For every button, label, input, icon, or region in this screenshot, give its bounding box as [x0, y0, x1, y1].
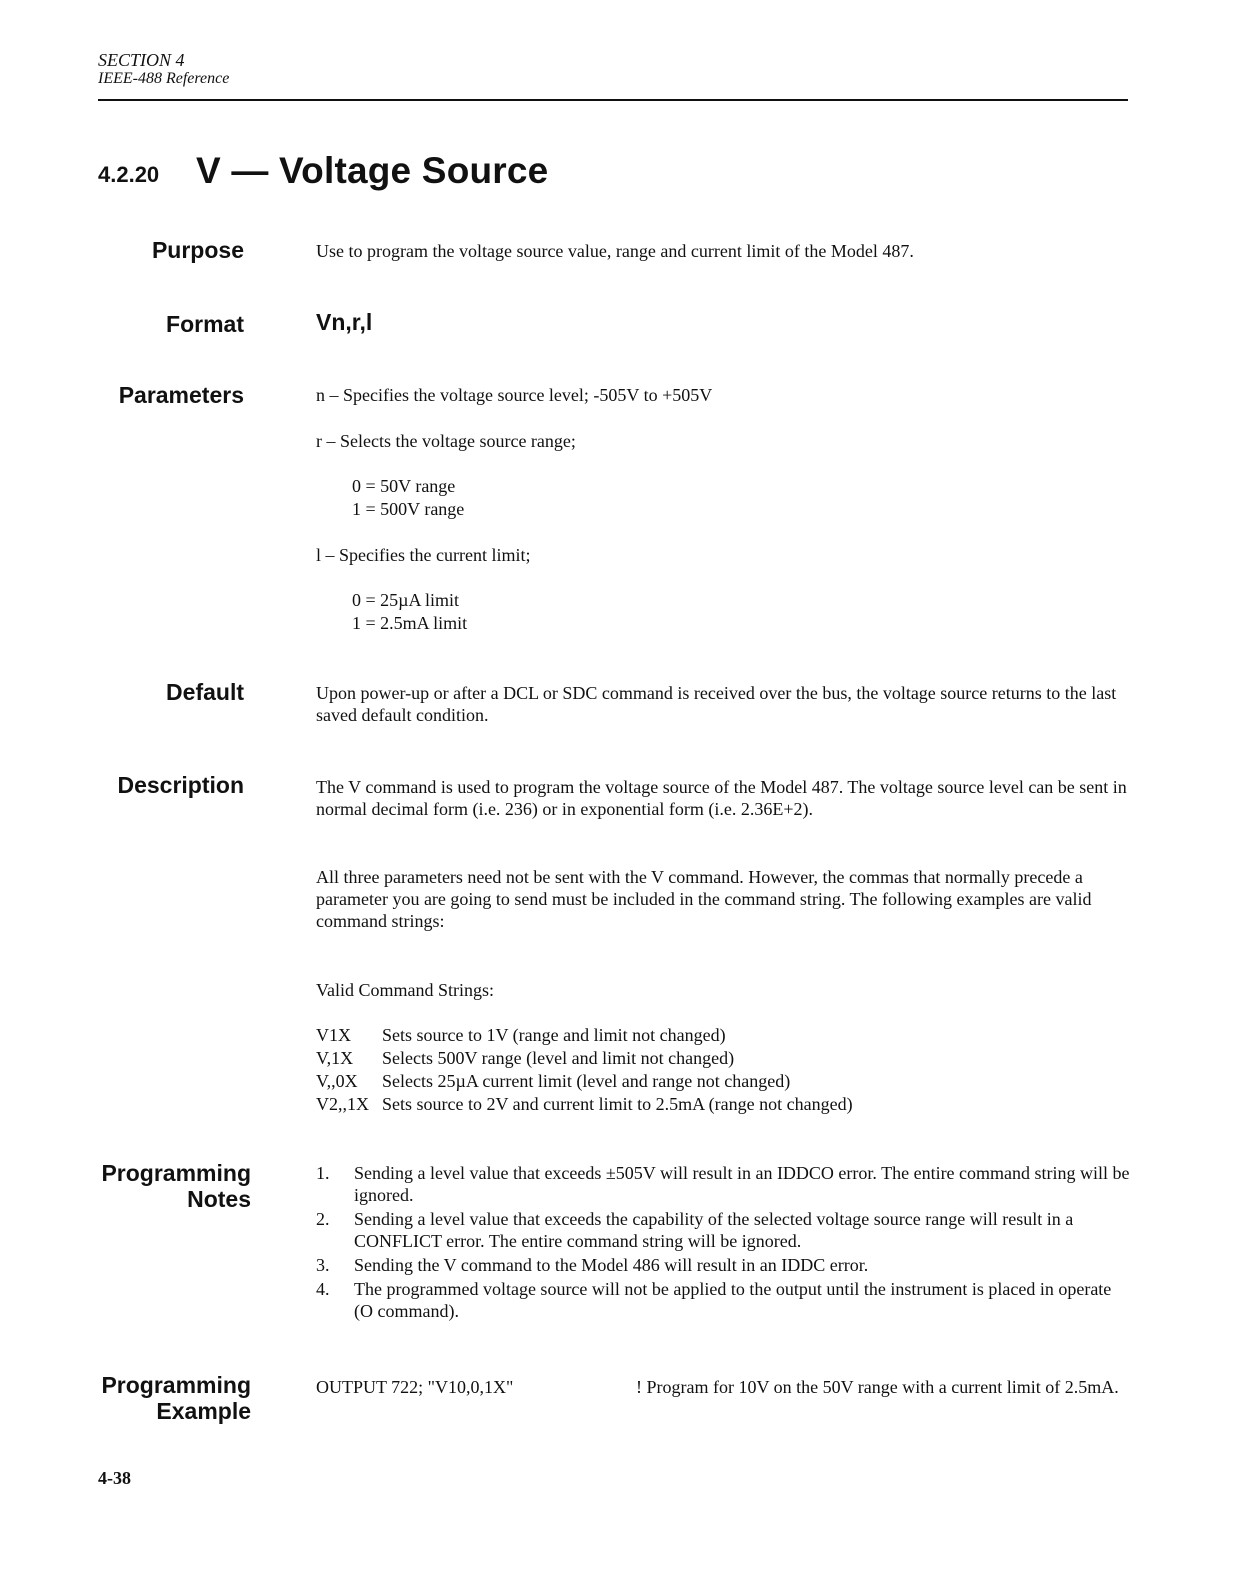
list-item	[316, 1254, 1130, 1276]
command-desc: Selects 25µA current limit (level and range not changed)	[382, 1071, 791, 1091]
command-desc: Sets source to 1V (range and limit not changed)	[382, 1025, 726, 1045]
description-label: Description	[117, 772, 244, 798]
parameters-label: Parameters	[118, 382, 244, 408]
programming-example-label	[101, 1372, 251, 1424]
section-subheader: IEEE-488 Reference	[98, 70, 230, 87]
command-row	[316, 1070, 853, 1093]
param-l-option: 0 = 25µA limit	[352, 590, 460, 610]
command-row	[316, 1047, 853, 1070]
example-comment: ! Program for 10V on the 50V range with a current limit of 2.5mA.	[636, 1377, 1119, 1397]
command-code: V,,0X	[316, 1071, 358, 1091]
programming-notes-label	[101, 1160, 251, 1212]
description-para-2: All three parameters need not be sent with the V command. However, the commas that normally precede a parameter you are going to send must be included in the command string. The following examples are valid command strings:	[316, 867, 1092, 931]
list-item	[316, 1278, 1130, 1322]
note-text: Sending a level value that exceeds the capability of the selected voltage source range will result in a CONFLICT error. The entire command string will be ignored.	[354, 1209, 1074, 1251]
purpose-text: Use to program the voltage source value, range and current limit of the Model 487.	[316, 241, 914, 261]
section-number: 4.2.20	[98, 162, 160, 187]
programming-notes-label-line: Programming	[101, 1160, 251, 1186]
param-r: r – Selects the voltage source range;	[316, 431, 576, 451]
programming-example-label-line: Example	[156, 1398, 251, 1424]
note-text: Sending a level value that exceeds ±505V will result in an IDDCO error. The entire command string will be ignored.	[354, 1163, 1130, 1205]
programming-example-label-line: Programming	[101, 1372, 251, 1398]
param-n: n – Specifies the voltage source level; -505V to +505V	[316, 385, 713, 405]
purpose-label: Purpose	[151, 237, 244, 263]
list-item	[316, 1162, 1130, 1206]
format-label: Format	[166, 311, 244, 337]
param-l-option: 1 = 2.5mA limit	[352, 613, 468, 633]
page-number: 4-38	[98, 1468, 131, 1488]
note-number: 3.	[316, 1255, 330, 1275]
param-r-option: 1 = 500V range	[352, 499, 465, 519]
param-r-option: 0 = 50V range	[352, 476, 456, 496]
description-para-1: The V command is used to program the voltage source of the Model 487. The voltage source level can be sent in normal decimal form (i.e. 236) or in exponential form (i.e. 2.36E+2).	[316, 777, 1127, 819]
command-code: V,1X	[316, 1048, 354, 1068]
command-list	[316, 1024, 853, 1116]
programming-notes-label-line: Notes	[187, 1186, 251, 1212]
note-number: 4.	[316, 1279, 330, 1299]
note-text: The programmed voltage source will not be applied to the output until the instrument is placed in operate (O command).	[354, 1279, 1112, 1321]
list-item	[316, 1208, 1130, 1252]
command-code: V2,,1X	[316, 1094, 369, 1114]
note-text: Sending the V command to the Model 486 will result in an IDDC error.	[354, 1255, 869, 1275]
command-desc: Selects 500V range (level and limit not changed)	[382, 1048, 735, 1068]
example-code: OUTPUT 722; "V10,0,1X"	[316, 1377, 514, 1397]
page-title: V — Voltage Source	[196, 150, 549, 191]
default-text: Upon power-up or after a DCL or SDC command is received over the bus, the voltage source returns to the last saved default condition.	[316, 683, 1117, 725]
section-header: SECTION 4	[98, 50, 185, 70]
header-rule	[98, 99, 1128, 101]
command-row	[316, 1024, 853, 1047]
command-desc: Sets source to 2V and current limit to 2.5mA (range not changed)	[382, 1094, 853, 1114]
param-l: l – Specifies the current limit;	[316, 545, 531, 565]
command-row	[316, 1093, 853, 1116]
format-text: Vn,r,l	[316, 309, 373, 335]
note-number: 1.	[316, 1163, 330, 1183]
command-code: V1X	[316, 1025, 351, 1045]
default-label: Default	[166, 679, 244, 705]
note-number: 2.	[316, 1209, 330, 1229]
programming-notes-list	[316, 1162, 1130, 1324]
valid-strings-heading: Valid Command Strings:	[316, 980, 495, 1000]
